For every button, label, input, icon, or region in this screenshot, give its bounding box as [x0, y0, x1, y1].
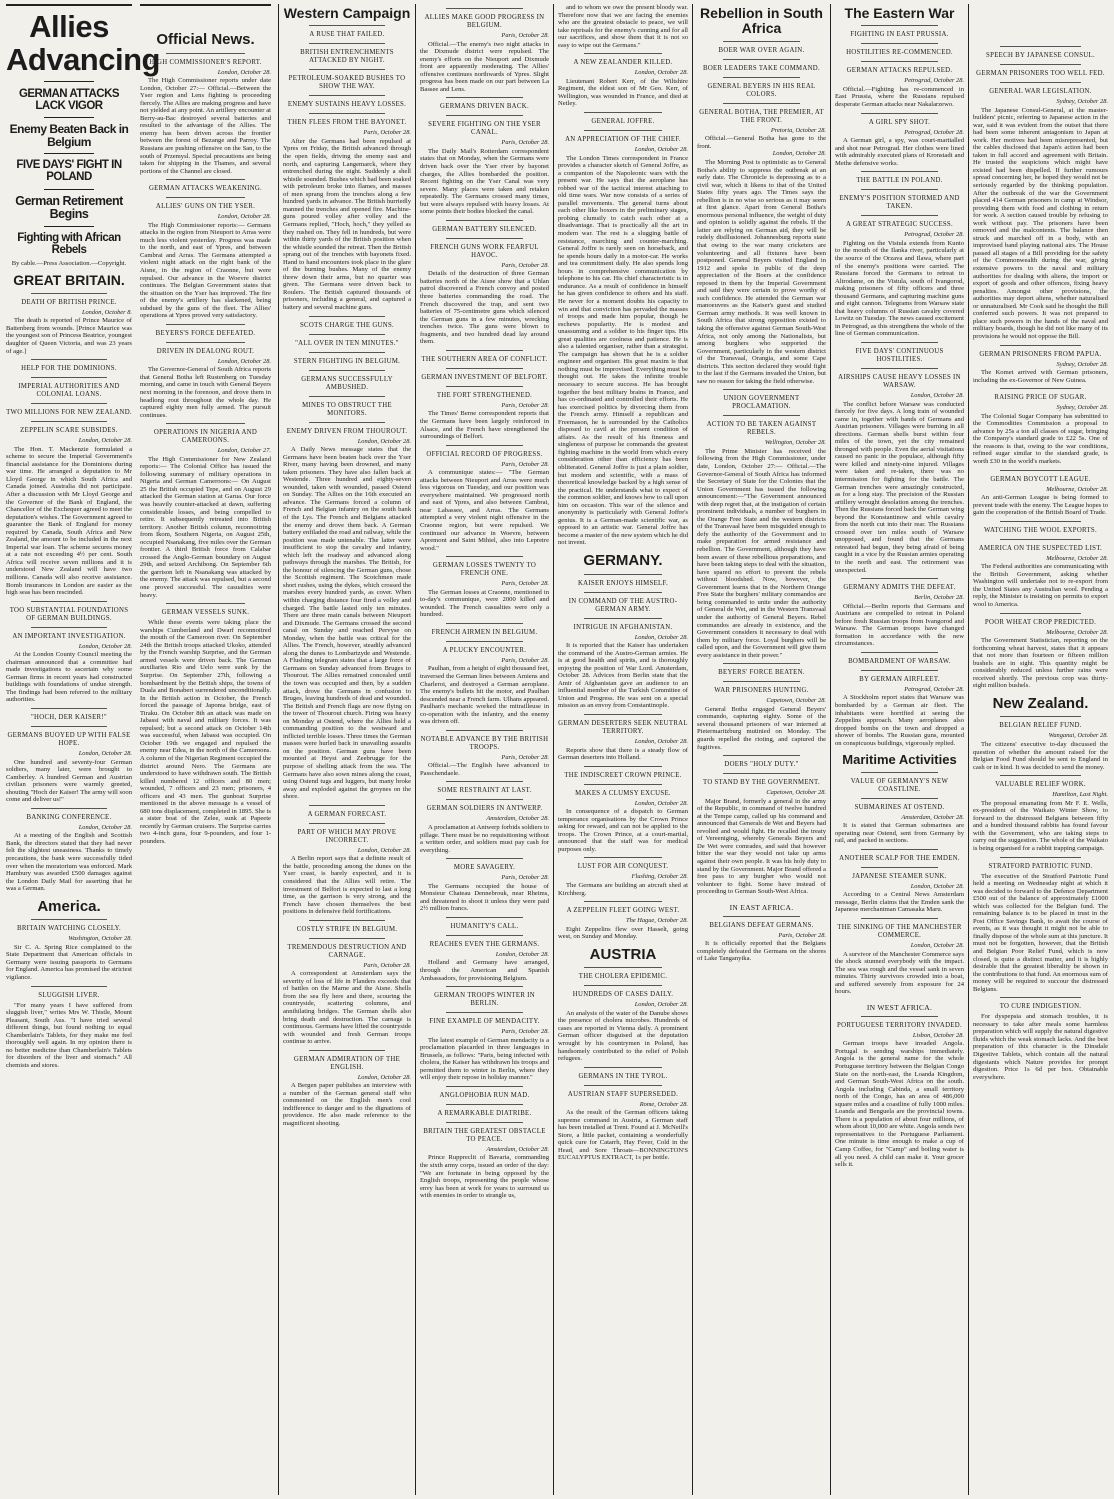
article-body: The Hon. T. Mackenzie formulated a scheme to secure the Imperial Government's financial assistance for the Dominions during war time. He arranged a deputation to Mr Lloyd George in which South Africa and Canada joined. Australia did not participate. After a discussion with Mr Lloyd George and the Governor of the Bank of England, the Chancellor of the Exchequer agreed to meet the deputation's wishes. The Government agreed to guarantee the Bank of England for money required by Canada, South Africa and New Zealand, the amount to be included in the next Imperial war loan. The scheme secures money at a rate not exceeding 4½ per cent. South Africa will receive seven millions and it is understood New Zealand will have two millions. Canada will also receive assistance. Bomb insurances in London are easier as the high seas has been rescinded. — [6, 445, 132, 597]
article-body: The Komet arrived with German prisoners, including the ex-Governor of New Guinea. — [973, 369, 1108, 384]
article-headline: MAKES A CLUMSY EXCUSE. — [575, 789, 671, 797]
column-7 — [835, 4, 964, 1495]
article-dateline: Paris, October 28. — [501, 1028, 549, 1036]
column-4 — [420, 4, 549, 1495]
article-body: In consequence of a dispatch to German temperance organisations by the Crown Prince asking for reward, and can not be applied to the troops. The Crown Prince, at a court-martial, announced that the staff was for medical purposes only. — [558, 808, 688, 853]
column-rule — [553, 4, 554, 1495]
article-headline: ANOTHER SCALP FOR THE EMDEN. — [839, 854, 960, 862]
article-body: Eight Zeppelins flew over Hasselt, going west, on Sunday and Monday. — [558, 925, 688, 941]
column-5-articles — [558, 4, 688, 547]
column-6-articles — [697, 41, 826, 896]
article-body: The Times' Berne correspondent reports that the Germans have been largely reinforced in Alsace, and the French have strengthened the surroundings of Belfort. — [420, 410, 549, 441]
article-headline: BRITISH ENTRENCHMENTS ATTACKED BY NIGHT. — [300, 49, 394, 65]
article-headline: GERMAN SOLDIERS IN ANTWERP. — [426, 805, 543, 813]
article-headline: GERMAN DESERTERS SEEK NEUTRAL TERRITORY. — [558, 719, 688, 735]
article-headline: THE BATTLE IN POLAND. — [856, 177, 943, 185]
column-5-articles-3 — [558, 967, 688, 1162]
article-dateline: London, October 28. — [772, 150, 826, 158]
article-headline: HOSTILITIES RE-COMMENCED. — [846, 49, 953, 57]
article-headline: SUBMARINES AT OSTEND. — [854, 803, 945, 811]
article-headline: FRENCH AIRMEN IN BELGIUM. — [431, 628, 538, 636]
article-dateline: London, October 28. — [910, 882, 964, 890]
article-body: The Federal authorities are communicating with the British Government, asking whether Washington will undertake not to re-export from the United States any Australian wool. Pending a reply, the Minister is insisting on permits to export wool to America. — [973, 563, 1108, 608]
article-headline: IN COMMAND OF THE AUSTRO-GERMAN ARMY. — [568, 597, 678, 613]
article-dateline: Sydney, October 28. — [1056, 404, 1108, 412]
article-headline: ANGLOPHOBIA RUN MAD. — [439, 1091, 530, 1099]
article-headline: ALLIES MAKE GOOD PROGRESS IN BELGIUM. — [424, 14, 545, 29]
article-body: Major Brand, formerly a general in the army of the Republic, in command of twelve hundred at the Tempe camp, called up his command and announced that Generals de Wet and Beyers had revolted and would fight. He recalled the treaty of Vereeniging, whereby Generals Beyers and De Wet were comrades, and said that however bitter the war they would not take up arms against their own people. It was his holy duty to stand by the Government. Major Brand offered a free pass to any burgher who would not volunteer to fight. Some have instead of proceeding to German South-West Africa. — [697, 797, 826, 896]
column-1-articles — [6, 293, 132, 893]
article-headline: UNION GOVERNMENT PROCLAMATION. — [723, 395, 800, 411]
article-body: An analysis of the water of the Danube shows the presence of cholera microbes. Hundreds of cases are reported in Vienna daily. A prominent German officer disguised at the deputation wrought by his countrymen in Poland, has handsomely contributed to the relief of Polish refugees. — [558, 1009, 688, 1063]
article-dateline: Paris, October 28. — [501, 874, 549, 882]
article-dateline: Berlin, October 28. — [914, 594, 964, 602]
headline-4: FIVE DAYS' FIGHT IN POLAND — [16, 159, 122, 184]
article-headline: BELGIAN RELIEF FUND. — [999, 722, 1082, 730]
article-headline: GENERAL WAR LEGISLATION. — [989, 88, 1092, 95]
article-body: The Germans are building an aircraft shed at Kirchberg. — [558, 881, 688, 897]
article-body: and to whom we owe the present bloody war. Therefore now that we are facing the enemies who are the greatest obstacle to peace, we will take reprisals for the enemy's cunning and for all our sacrifices, and show them that it is not so easy to wipe out the Germans." — [558, 4, 688, 49]
article-headline: TO STAND BY THE GOVERNMENT. — [703, 779, 820, 787]
article-dateline: Petrograd, October 28. — [904, 231, 964, 239]
headline-6: Fighting with African Rebels — [17, 231, 121, 256]
article-headline: GERMANS SUCCESSFULLY AMBUSHED. — [301, 375, 393, 391]
article-body: A Berlin report says that a definite result of the battle, proceeding among the dunes on the Yser coast, is barely expected, and it is considered that the Allies will retire. The investment of Belfort is expected to last a long time, as the garrison is very strong, and the French have chosen themselves the best positions in defensive field fortifications. — [283, 855, 411, 916]
article-body: As the result of the German officers taking supreme command in Austria, a German staff has been installed at Trent. Found at J. McNeill's Store, a little packet, containing a wonderfully quick cure for Catarrh, Hay Fever, Cold in the Head, and Sore Throats—BONNINGTON'S EUCALYPTUS EXTRACT, 1s per bottle. — [558, 1109, 688, 1162]
article-headline: VALUE OF GERMANY'S NEW COASTLINE. — [850, 777, 949, 793]
article-body: A communique states:— "The German attacks between Nieuport and Arras were much less vigorous on Tuesday, and our position was everywhere maintained. We progressed north and east of Ypres, and also between Cambrai, near Labassee, and Arras. The Germans attempted a very violent night offensive in the Craonne region, but were repulsed. We continued our advance in Woevre, between Apremont and Saint Mihiel, also into Lepretre wood." — [420, 469, 549, 552]
article-headline: THE SOUTHERN AREA OF CONFLICT. — [421, 355, 548, 363]
column-rule — [415, 4, 416, 1495]
article-headline: PART OF WHICH MAY PROVE INCORRECT. — [297, 828, 397, 844]
article-headline: BOMBARDMENT OF WARSAW. — [848, 657, 951, 665]
section-eastern-war: The Eastern War — [844, 5, 955, 21]
article-body: A correspondent at Amsterdam says the severity of loss of life in Flanders exceeds that of battles on the Marne and the Aisne. Shells from the sea fly here and there, scouring the countryside, scattering columns, and annihilating bridges. The German shells also bring death and destruction. The carnage is continuous. Germans have lifted the countryside with wounded and fresh German troops continue to arrive. — [283, 970, 411, 1046]
article-dateline: Wellington, October 28. — [764, 439, 826, 447]
article-dateline: London, October 28. — [78, 437, 132, 445]
article-headline: A GREAT STRATEGIC SUCCESS. — [845, 221, 953, 229]
article-body: The citizens' executive to-day discussed the question of whether the amount raised for the Belgian Food Fund should be sent to England in cash or in kind. It was decided to send the money. — [973, 740, 1108, 771]
article-body: Official.—The English have advanced to Passchendaele. — [420, 762, 549, 777]
article-headline: AN APPRECIATION OF THE CHIEF. — [565, 136, 681, 144]
article-headline: SCOTS CHARGE THE GUNS. — [299, 321, 395, 329]
byline: By cable.—Press Association.—Copyright. — [11, 259, 127, 267]
article-dateline: London, October 28. — [78, 642, 132, 650]
column-7-articles-3 — [835, 1016, 964, 1169]
article-dateline: London, October 28. — [910, 941, 964, 949]
article-dateline: Paris, October 28. — [778, 931, 826, 939]
article-headline: DRIVEN IN DEALONG ROUT. — [156, 347, 255, 355]
article-headline: LUST FOR AIR CONQUEST. — [577, 863, 669, 871]
article-dateline: Melbourne, October 28. — [1046, 554, 1108, 562]
article-headline: BEYERS' FORCE BEATEN. — [718, 669, 805, 677]
article-headline: TO CURE INDIGESTION. — [999, 1003, 1082, 1011]
article-dateline: London, October 28. — [634, 799, 688, 807]
article-headline: GERMANS DRIVEN BACK. — [440, 103, 529, 111]
column-6 — [697, 4, 826, 1495]
article-headline: SOME RESTRAINT AT LAST. — [437, 787, 532, 795]
section-america: America. — [37, 897, 101, 915]
section-rebellion-south-africa: Rebellion in South Africa — [700, 5, 823, 37]
article-body: The High Commissioner reports:— Germans attacks in the region from Nieuport to Arras were much less violent yesterday. Progress was made to the north, and east of Ypres, and between Cambrai and Arras. The Germans attempted a violent night attack on the right bank of the Aisne, in the region of Craonne, but were repulsed. Our advance in the Woevre district continues. The Belgian Government states that the situation on the Yser has improved. The fire of the enemy's artillery has slackened, being subdued by the guns of the fleet. The Allies' operations at Ypres proved very satisfactory. — [140, 221, 271, 320]
article-headline: BEYERS'S FORCE DEFEATED. — [155, 329, 256, 337]
article-headline: GERMAN ADMIRATION OF THE ENGLISH. — [293, 1055, 401, 1071]
article-headline: OFFICIAL RECORD OF PROGRESS. — [426, 450, 543, 458]
article-headline: A RUSE THAT FAILED. — [309, 31, 385, 39]
article-headline: SPEECH BY JAPANESE CONSUL. — [986, 52, 1095, 59]
column-8-articles-2 — [973, 716, 1108, 1081]
article-body: Fighting on the Vistula extends from Kunto to the mouth of the Ilanka river, particularly at the source of the Orzava and Ilawa, where part of the enemy's positions were carried. The Russians forced the Germans to retreat to Altrodame, on the Vistula, south of Ivangorod, making prisoners of fifty officers and three thousand Germans, and capturing machine guns and eight cannon. Telegrams from Warsaw state that heavy columns of Russian cavalry covered Lowitz on Tuesday. The news caused excitement in Petrograd, as this strengthens the whole of the line of German communication. — [835, 239, 964, 338]
article-headline: VALUABLE RELIEF WORK. — [995, 781, 1086, 789]
column-7-articles-2 — [835, 772, 964, 996]
article-headline: IMPERIAL AUTHORITIES AND COLONIAL LOANS. — [18, 383, 120, 399]
article-body: The latest example of German mendacity is a proclamation placarded in three languages in Brussels, as follows: "Paris, being infected with cholera, the Kaiser has withdrawn his troops and permitted them to winter in Berlin, where they will enjoy their repose in holiday manner." — [420, 1036, 549, 1082]
article-dateline: The Hague, October 28. — [626, 917, 688, 925]
article-headline: ENEMY SUSTAINS HEAVY LOSSES. — [287, 101, 407, 109]
article-dateline: Melbourne, October 28. — [1046, 485, 1108, 493]
section-maritime-activities: Maritime Activities — [842, 752, 957, 768]
article-body: It is reported that the Kaiser has undertaken the command of the Austro-German armies. He is at good health and spirits, and is thoroughly enjoying the position of War Lord. Amsterdam, October 28. Advices from Berlin state that the Amir of Afghanistan gave an audience to an influential member of the Turkish Committee of Union and Progress. He was sent on a special mission as an envoy from Constantinople. — [558, 642, 688, 710]
article-dateline: Rome, October 28. — [639, 1100, 688, 1108]
article-body: The proposal emanating from Mr F. E. Wells, ex-president of the Waikato Winter Show, to forward to the distressed Belgians between fifty and a hundred thousand rabbits has found favour with the Government, who are taking steps to carry out the suggestion. The whole of the Waikato is being organised for a rabbit trapping campaign. — [973, 799, 1108, 852]
column-rule — [830, 4, 831, 1495]
article-body: At the London County Council meeting the chairman announced that a committee had made investigations to ascertain why some German firms in recent years had constructed buildings with foundations of undue strength. The findings had been referred to the military authorities. — [6, 651, 132, 704]
article-dateline: London, October 28. — [78, 749, 132, 757]
article-headline: WAR PRISONERS HUNTING. — [714, 687, 809, 695]
article-headline: JAPANESE STEAMER SUNK. — [852, 872, 947, 880]
article-body: The Japanese Consul-General, at the master-builders' picnic, referring to Japanese action in the war, said it was evident from the outset that there had been some inherent antagonism to Japan at work. Her motives had been misrepresented, but the cables disclosed that Japan's action had been taken in full accord and agreement with Britain. He trusted the suspicions which might have existed had been dispelled. If further rumours spread concerning her, he hoped they would not be seriously regarded by the thinking population. After the outbreak of the war the Government placed 414 German prisoners in camp at Windsor, providing them with food and clothing in return for work. A section caused trouble by refusing to work without pay. The prisoners have been removed and the malcontents. The balance then struck and marched off in a body, with an improvised band playing national airs. The House passed all stages of a Bill providing for the safety of the Commonwealth during the war, giving extensive powers to the naval and military authorities for dealing with aliens, the import or export of goods and other offences, fixing heavy penalties. Amongst other provisions, the authorities may deport aliens, whether naturalised or unnaturalised. Mr Cook said he thought the Bill conferred such powers. It was not prepared to place such powers in the hands of the naval and military boards, though he did not like many of its provisions he would not oppose the Bill. — [973, 106, 1108, 340]
article-headline: KAISER ENJOYS HIMSELF. — [577, 579, 669, 587]
article-headline: GERMAN PRISONERS FROM PAPUA. — [979, 350, 1102, 358]
article-dateline: Wanganui, October 28. — [1048, 732, 1108, 740]
article-headline: GERMAN BOYCOTT LEAGUE. — [990, 475, 1091, 483]
article-headline: BOER LEADERS TAKE COMMAND. — [702, 64, 821, 72]
article-dateline: London, October 28. — [495, 950, 549, 958]
column-1 — [6, 4, 160, 1495]
article-dateline: London, October 27. — [217, 447, 271, 455]
article-headline: A GIRL SPY SHOT. — [868, 118, 931, 126]
article-dateline: Sydney, October 28. — [1056, 98, 1108, 105]
article-dateline: Paris, October 28. — [501, 139, 549, 147]
article-dateline: Paris, October 28. — [501, 460, 549, 468]
section-western-campaign: Western Campaign — [283, 5, 411, 21]
article-dateline: London, October 28. — [217, 68, 271, 76]
article-dateline: Amsterdam, October 28. — [486, 815, 549, 823]
article-headline: REACHES EVEN THE GERMANS. — [429, 940, 540, 948]
article-dateline: Capetown, October 28. — [766, 697, 826, 705]
article-body: The Morning Post is optimistic as to General Botha's ability to suppress the outbreak at an early date. The Chronicle is depressing as to a civil war, which it likens to that of the United States fifty years ago. The Times says the rebellion is in no wise so serious as it may seem at first glance. Apart from General Botha's enormous personal influence, the weight of duty and opinion is solidly against the rebels. If the latter are relying on German aid, they will be rudely disillusioned. Johannesburg reports state that owing to the war many cricketers are volunteering and all fixtures have been postponed. General Beyers visited England in 1912 and spoke in public of the deep appreciation of the Boers at the confidence reposed in them by the Imperial Government and said they were certain to prove worthy of such confidence. He attended the German war manoeuvres as the Kaiser's guest and studied German army methods. It was well known in South Africa that strong opposition existed to taking the offensive against German South-West Africa, not only among the Nationalists, but among burghers who supported the Government, particularly in the western district of the Transvaal, Orangia, and some Cape districts. This section declared they would fight to the last if the Germans invaded the Union, but saw no reason for taking the field otherwise. — [697, 158, 826, 385]
article-headline: ACTION TO BE TAKEN AGAINST REBELS. — [706, 421, 817, 437]
article-dateline: London, October 28. — [217, 213, 271, 221]
article-dateline: Petrograd, October 28. — [904, 685, 964, 693]
article-headline: PORTUGUESE TERRITORY INVADED. — [837, 1021, 962, 1029]
article-body: The London Times correspondent in France provides a character sketch of General Joffre, as a companion of the Napoleonic wars with the present war. He says that the aeroplane has robbed war of the tactical interest attaching to old time wars. War now consists of a series of parallel movements. The general turns about each other like boxers in the preliminary stages, probing clumsily to catch each other at a disadvantage. That is practically all the art in modern war. The rest is a slugging battle of resistance, marching and counter-marching. General Joffre is rarely seen on horseback, and he spends hours daily in a motor-car. He works and tea commitment daily. He also spends long hours in comprehensive communication by telephone to his car. His chief characteristic is in endurance. As a result of confidence in himself he has given confidence to others and his staff. He never for a moment doubts his capacity to win and that conviction has pervaded the masses of troops and made him popular, though he eschews popularity. He is modest and unassuming and a soldier to his finger tips. His great qualities are coolness and patience. He is also a talented organiser, rather than a strategist. The campaign has shown that he is a soldier engineer and organiser. His great maxim is that nothing must be improvised. Everything must be thought out. He takes the infinite trouble necessary to secure success. He has brought together the best military brains in France, and has co-ordinated and controlled their efforts. He has exercised politics by divorcing them from the French army. Himself a republican and Freemason, he is surrounded by the Catholics disposed to cavil at the present condition of affairs. As the result of his fineness and singleness of purpose he commands the greatest fighting machine in the world from which every consideration other than efficiency has been obliterated. General Joffre is just a plain soldier, but modern and scientific, with a mass of theoretical knowledge backed by a high sense of the practical. He understands what to expect of the common soldier, and knows how to call upon him on occasion. This war of the silence and anonymity is particularly with General Joffre's genius. It is a German-made scientific war, as opposed to an artistic war. General Joffre has become a master of the new system which he did not invent. — [558, 154, 688, 547]
article-body: It is stated that German submarines are operating near Ostend, sent from Germany by rail, and packed in sections. — [835, 822, 964, 845]
article-dateline: London, October 28. — [634, 146, 688, 154]
article-headline: GERMAN PRISONERS TOO WELL FED. — [976, 70, 1105, 77]
article-dateline: Amsterdam, October 28. — [901, 813, 964, 821]
article-dateline: Lisbon, October 28. — [912, 1031, 964, 1039]
article-dateline: Capetown, October 28. — [766, 789, 826, 797]
article-body: Details of the destruction of three German batteries north of the Aisne show that a Uhlan patrol discovered a French convoy and posted three batteries commanding the road. The French discovered the trap, and sent two batteries of 75-centimetre guns which silenced the German guns in a few minutes, wrecking trenches twice. The guns were blown to fragments, and two hundred dead lay around them. — [420, 270, 549, 346]
article-dateline: Pretoria, October 28. — [770, 126, 826, 134]
article-headline: SEVERE FIGHTING ON THE YSER CANAL. — [428, 121, 541, 137]
section-great-britain: GREAT BRITAIN. — [13, 272, 125, 289]
article-headline: GERMAN VESSELS SUNK. — [161, 609, 250, 617]
article-body: The Colonial Sugar Company has submitted to the Commodities Commission a proposal to advance by 25s a ton all classes of sugar, bringing the Company's standard grade to £22 5s. One of the reasons is that, owing to the war conditions, refined sugar similar to the standard grade, is worth £30 in the world's markets. — [973, 412, 1108, 465]
article-body: Paulhan, from a height of eight thousand feet, traversed the German lines between Amiens and Charleroi, and destroyed a German aeroplane. The enemy's bullets hit the motor, and Paulhan descended near a French farm. Ulhans appeared. Paulhan's mechanic worked the mitrailleuse in co-operation with the infantry, and the enemy was driven off. — [420, 665, 549, 726]
section-east-africa: IN EAST AFRICA. — [729, 902, 794, 912]
column-5-articles-2 — [558, 574, 688, 941]
article-dateline: Paris, October 28. — [501, 401, 549, 409]
article-headline: GERMAN TROOPS WINTER IN BERLIN. — [434, 992, 535, 1008]
article-headline: BRITAIN WATCHING CLOSELY. — [16, 925, 121, 933]
article-headline: ALLIES' GUNS ON THE YSER. — [155, 203, 256, 211]
article-headline: "ALL OVER IN TEN MINUTES." — [295, 339, 399, 347]
article-body: A proclamation at Antwerp forbids soldiers to pillage. There must be no requisitioning without a written order, and soldiers must pay cash for everything. — [420, 824, 549, 854]
article-dateline: London, October 28. — [634, 633, 688, 641]
article-headline: FIGHTING IN EAST PRUSSIA. — [850, 31, 949, 39]
article-headline: ZEPPELIN SCARE SUBSIDES. — [20, 427, 118, 435]
article-dateline: Melbourne, October 28. — [1046, 628, 1108, 636]
article-headline: DEATH OF BRITISH PRINCE. — [21, 298, 117, 306]
article-body: The executive of the Stratford Patriotic Fund held a meeting on Wednesday night at which it was decided to forward to the Defence Department £500 out of the balance of approximately £1000 which was collected for the Belgian fund. The remaining balance is to be placed in trust in the Post Office Savings Bank, to await the course of events, as it was thought it might not be able to finally dispose of the whole sum at this juncture. It must not be forgotten, however, that the British and Belgian Poor Relief Fund, which is now closed, is quite a distinct matter, and it is highly desirable that the greatest liberality be shown in the contributions to that fund. An enormous sum of money will be required to succour the distressed Belgians. — [973, 872, 1108, 993]
article-headline: SLUGGISH LIVER. — [38, 991, 100, 999]
column-rule — [692, 4, 693, 1495]
article-body: The Prime Minister has received the following from the High Commissioner, under date, London, October 27:— Official.—The Governor-General of South Africa has informed the Secretary of State for the Colonies that the Union Government has issued the following announcement:—"The Government announced with deep regret that, at the instigation of certain prominent individuals, a number of burghers in the Orange Free State and the western districts of the Transvaal have been misguided enough to defy the authority of the Government and to make preparation for armed resistance and rebellion. The Government, although they have been aware of these rebellious preparations, and have been taking steps to deal with the situation, have spared no effort to prevent the rebels without bloodshed. Now, however, the Government learns that in the Northern Orange Free State the burghers' military commandos are being commanded to unite under the authority of General de Wet, and in the Western Transvaal under the authority of General Beyers. Rebel commandos are already in existence, and the Government considers it necessary to deal with them by military force. Loyal burghers will be called upon, and the Government will give them every assistance in their power." — [697, 447, 826, 659]
article-body: It is officially reported that the Belgians completely defeated the Germans on the shores of Lake Tanganyika. — [697, 940, 826, 963]
article-headline: AUSTRIAN STAFF SUPERSEDED. — [567, 1090, 679, 1098]
article-headline: BRITAIN THE GREATEST OBSTACLE TO PEACE. — [423, 1127, 546, 1143]
article-headline: STERN FIGHTING IN BELGIUM. — [293, 357, 401, 365]
article-dateline: Petrograd, October 28. — [904, 77, 964, 85]
article-dateline: Sydney, October 28. — [1056, 360, 1108, 368]
headline-3: Enemy Beaten Back in Belgium — [9, 122, 129, 149]
article-headline: MORE SAVAGERY. — [453, 864, 516, 872]
article-dateline: Amsterdam, October 28. — [486, 1145, 549, 1153]
article-headline: THE CHOLERA EPIDEMIC. — [578, 973, 668, 981]
article-headline: GENERAL JOFFRE. — [591, 118, 655, 126]
article-headline: GERMAN INVESTMENT OF BELFORT. — [421, 373, 548, 381]
article-dateline: Petrograd, October 28. — [904, 128, 964, 136]
column-5 — [558, 4, 688, 1495]
article-headline: POOR WHEAT CROP PREDICTED. — [984, 618, 1097, 626]
column-3 — [283, 4, 411, 1495]
column-rule — [278, 4, 279, 1495]
article-body: Lieutenant Robert Kerr, of the Wiltshire Regiment, the eldest son of Mr Geo. Kerr, of Wellington, was wounded in France, and died at Netley. — [558, 77, 688, 108]
article-headline: THE INDISCREET CROWN PRINCE. — [564, 771, 682, 779]
article-body: A Bergen paper publishes an interview with a number of the German general staff who commented on the English men's cool indifference to danger and to the dignations of providence. He also made reference to the magnificent shooting. — [283, 1082, 411, 1127]
article-headline: WATCHING THE WOOL EXPORTS. — [984, 526, 1097, 534]
headline-main: Allies Advancing — [6, 9, 160, 77]
section-west-africa: IN WEST AFRICA. — [866, 1002, 933, 1012]
article-dateline: London, October 8. — [81, 308, 132, 316]
article-body: The High Commissioner for New Zealand reports:— The Colonial Office has issued the following summary of military operations in Nigeria and German Cameroons:— On August 25 the British occupied Tepe, and on August 29 attacked the German station at Garua. Our force was heavily counter-attacked at dawn, suffering considerable losses, and being compelled to retire. It subsequently retreated into British territory. Another British column, reconnoitring from Ikom, Southern Nigeria, on August 25th, occupied Nsanakang, five miles over the German frontier. A third British force from Calabar crossed the Anglo-German boundary on August 29th, and seized Archibong. On September 6th the garrison left in Nsanakang was attacked by the enemy. The attack was repulsed, but a second one proved successful. The casualties were heavy. — [140, 455, 271, 599]
article-headline: BOER WAR OVER AGAIN. — [718, 46, 805, 54]
article-headline: INTRIGUE IN AFGHANISTAN. — [573, 623, 673, 631]
article-dateline: London, October 28. — [78, 823, 132, 831]
article-body: The Government Statistician, reporting on the forthcoming wheat harvest, states that it appears that not more than fourteen or fifteen million bushels are in sight. This quantity might be considerably reduced unless further rains were received shortly. The previous crop was thirty-eight million bushels. — [973, 637, 1108, 690]
headline-5: German Retirement Begins — [15, 193, 123, 221]
article-headline: FINE EXAMPLE OF MENDACITY. — [429, 1018, 540, 1026]
article-headline: HIGH COMMISSIONER'S REPORT. — [149, 58, 262, 66]
article-dateline: Paris, October 28. — [501, 261, 549, 269]
article-body: Holland and Germany have arranged, through the American and Spanish Ambassadors, for provisioning Belgium. — [420, 959, 549, 982]
article-headline: BANKING CONFERENCE. — [26, 813, 112, 821]
article-headline: THE SINKING OF THE MANCHESTER COMMERCE. — [837, 923, 962, 939]
article-dateline: London, October 28. — [634, 737, 688, 745]
article-dateline: London, October 28. — [910, 391, 964, 399]
article-dateline: Paris, October 28. — [501, 580, 549, 588]
article-headline: ENEMY'S POSITION STORMED AND TAKEN. — [839, 195, 960, 211]
section-germany: GERMANY. — [583, 552, 663, 569]
article-headline: DOERS "HOLY DUTY." — [724, 761, 799, 769]
article-body: Official.—General Botha has gone to the front. — [697, 135, 826, 150]
article-dateline: Hamilton, Last Night. — [1052, 791, 1108, 799]
article-headline: AMERICA ON THE SUSPECTED LIST. — [978, 544, 1103, 552]
article-headline: PETROLEUM-SOAKED BUSHES TO SHOW THE WAY. — [288, 75, 406, 91]
article-body: A Daily News message states that the Germans have been beaten back over the Yser River, many having been drowned, and many taken prisoners. They have also fallen back at Westende. Three hundred and eighty-seven wounded, taken with wounded, passed Ostend on Sunday. The Allies on the 16th executed an advance. The Germans forced a column of French and Belgian infantry on the south bank of the Lys. The French and Belgians attacked the enemy and drove them back. A German battery enfiladed the road and railway, while the position was made untenable. The latter were insufficient to stop the cavalry and infantry, which left the roadway and advanced along pathways through the marshes. The British, for the honour of silencing the German guns, chose the Scottish regiment. The Scotchmen made short rushes, using the dykes, which crossed the marshes every hundred yards, as cover. When within charging distance four fired a volley and charged. The battle lasted only ten minutes. There are three main canals between Nieuport and Dixmude. The Germans crossed the second canal on Sunday and reached Pervyse on Monday, when the battle was critical for the Allies. The French, however, steadily advanced along the dunes to Lombartzyde and Westende. A Flushing telegram states that a large force of Germans on Sunday advanced from Bruges to Thourout. The Allies remained concealed until the town was occupied and then, by a sudden attack, drove the Germans in confusion to Bruges, leaving hundreds of dead and wounded. The British and French flags are now flying on the tower of Thourout church. Firing was heavy on Monday at Ostend, where the Allies held a commanding position to the westward and inflicted terrible losses. Three times the German masses were hurled back in unavailing assaults on the position. German guns have been mounted at Heyst and Zeebrugge for the purpose of shelling attack from the sea. The Germans have also sown mines along the coast, using Ostend tugs and luggers, but many broke away and exploded against the groynes on the shore. — [283, 446, 411, 801]
article-body: The Governor-General of South Africa reports that General Botha left Rustenberg on Tuesday morning, and came in touch with General Beyers next morning in the forenoon, and drove them in headlong rout throughout the whole day. He captured eighty men fully armed. The pursuit continues. — [140, 366, 271, 419]
article-headline: GERMAN ATTACKS REPULSED. — [846, 67, 953, 75]
article-dateline: London, October 28. — [217, 357, 271, 365]
article-body: While these events were taking place the warships Cumberland and Dwarf reconnoitred the mouth of the Cameroon river. On September 24th the British troops attacked Ukoko, attended by the French warship Surprise, and the German armed vessels were driven back. The German auxiliaries Rio and Uelo were sunk by the Surprise. On September 27th, following a bombardment by the British ships, the towns of Duala and Bonaberi surrendered unconditionally. In the British action in October, the French forced the passage of Japoma bridge, east of Tiraku. On October 8th an attack was made on Jabassi with naval and military forces. It was repulsed; but a second attack on October 14th was successful, when Jabassi was occupied. On October 19th we engaged and repulsed the enemy near Edea, in the north of the Cameroons. A column of the Nigerian Regiment occupied the district around Nero. The Germans are understood to have withdrawn south. The British killed numbered 12 officers and 80 men; wounded, 7 officers and 23 men; prisoners, 4 officers and 43 men. The gunboat Surprise mentioned in the above message is a vessel of 680 tons displacement, completed in 1895. She is a sister boat of the Zelee, sunk at Papeete recently by German cruisers. The Surprise carries two 4-inch guns, four 9-pounders, and four 1-pounders. — [140, 619, 271, 845]
article-body: For dyspepsia and stomach troubles, it is necessary to take after meals some harmless preparation which will supply the natural digestive fluids which the weak stomach lacks. And the best preparation of this character is the Dinsdale Digestive Tablets, which contain all the natural digestants which Nature provides for prompt digestion. Price 1s 6d per box. Obtainable everywhere. — [973, 1013, 1108, 1081]
article-headline: THEN FLEES FROM THE BAYONET. — [287, 119, 407, 127]
article-headline: GERMANS BUOYED UP WITH FALSE HOPE. — [7, 731, 131, 747]
article-body: Sir C. A. Spring Rice complained to the State Department that American officials in Germany were issuing passports to Germans for England. America has promised the strictest vigilance. — [6, 943, 132, 981]
article-body: Official.—The enemy's two night attacks in the Dixmude district were repulsed. The enemy's efforts on the Nieuport and Dixmude front are apparently moderating. The Allies' offensive continues northwards of Ypres. Slight progress has been made on our part between La Bassee and Lens. — [420, 40, 549, 93]
article-body: Official.—Fighting has re-commenced in East Prussia, where the Russians repulsed desperate German attacks near Nakalarzewo. — [835, 85, 964, 109]
article-dateline: Paris, October 28. — [363, 129, 411, 137]
article-headline: TWO MILLIONS FOR NEW ZEALAND. — [6, 409, 132, 417]
article-headline: COSTLY STRIFE IN BELGIUM. — [296, 925, 398, 933]
article-body: A Stockholm report states that Warsaw was bombarded by a German air fleet. The inhabitants were horrified at seeing the Zeppelins approach. Many aeroplanes also dropped bombs on the town and dropped a shower of bombs. The Russian guns, mounted on conspicuous buildings, vigorously replied. — [835, 694, 964, 747]
column-8 — [973, 4, 1108, 1495]
article-headline: A GERMAN FORECAST. — [307, 810, 387, 818]
article-headline: NOTABLE ADVANCE BY THE BRITISH TROOPS. — [420, 735, 549, 751]
column-2-articles — [140, 53, 271, 846]
article-body: At a meeting of the English and Scottish Bank, the directors stated that they had never felt the slightest uneasiness. Thanks to timely precautions, the bank were successfully tided over when the moratorium was enforced. Mark Hambury was awarded £500 damages against the London Daily Mail for asserting that he was a German. — [6, 832, 132, 893]
article-dateline: London, October 28. — [357, 846, 411, 854]
article-headline: OPERATIONS IN NIGERIA AND CAMEROONS. — [153, 429, 258, 445]
article-headline: RAISING PRICE OF SUGAR. — [994, 394, 1087, 402]
article-headline: BELGIANS DEFEAT GERMANS. — [709, 921, 814, 929]
article-body: According to a Central News Amsterdam message, Berlin claims that the Emden sank the Japanese merchantman Camasaka Maru. — [835, 891, 964, 914]
article-body: Prince Ruppreclit of Bavaria, commanding the sixth army corps, issued an order of the day: "We are fortunate in being opposed by the English troops, representing the people whose envy has been at work for years to surround us with enemies in order to strangle us, — [420, 1154, 549, 1200]
article-body: Reports show that there is a steady flow of German deserters into Holland. — [558, 746, 688, 762]
article-body: One hundred and seventy-four German soldiers, many later, were brought to Camberley. A hundred German and Austrian civilian prisoners were warmly greeted, shouting "Hoch der Kaiser! The army will soon come and deliver us!" — [6, 758, 132, 804]
column-rule — [968, 4, 969, 1495]
article-body: The German losses at Craonne, mentioned in to-day's communique, were 2000 killed and wounded. The French casualties were only a hundred. — [420, 588, 549, 619]
article-body: An anti-German League is being formed to prevent trade with the enemy. The League hopes to gain the cooperation of the British Board of Trade. — [973, 494, 1108, 517]
article-dateline: Paris, October 28. — [501, 32, 549, 39]
article-headline: MINES TO OBSTRUCT THE MONITORS. — [302, 401, 392, 417]
article-headline: HUNDREDS OF CASES DAILY. — [572, 991, 674, 999]
article-body: "For many years I have suffered from sluggish liver," writes Mrs W. Thistle, Mount Pleasant, South Aus. "I have tried several different things, but found nothing to equal Chamberlain's Tablets, for they make me feel thoroughly well again. In my opinion there is no better medicine than Chamberlain's Tablets for disorders of the liver and stomach." All chemists and stores. — [6, 1001, 132, 1069]
article-headline: GERMANY ADMITS THE DEFEAT. — [843, 584, 956, 592]
column-6-articles-2 — [697, 916, 826, 963]
article-headline: GENERAL BEYERS IN HIS REAL COLORS. — [707, 82, 816, 98]
headline-2: GERMAN ATTACKS LACK VIGOR — [18, 88, 120, 113]
section-official-news: Official News. — [156, 31, 255, 48]
article-headline: HELP FOR THE DOMINIONS. — [21, 365, 117, 373]
article-dateline: London, October 28. — [634, 69, 688, 77]
article-body: The Daily Mail's Rotterdam correspondent states that on Monday, when the Germans were driven back over the Yser river by bayonet charges, the Allies bombarded the position. Recent fighting on the Yser Canal was very severe. Many places were taken and retaken repeatedly. The Germans crossed many times, but were always repulsed with heavy losses. At some points their bodies blocked the canal. — [420, 147, 549, 216]
article-headline: GERMAN LOSSES TWENTY TO FRENCH ONE. — [432, 562, 537, 578]
article-headline: A NEW ZEALANDER KILLED. — [573, 59, 673, 67]
article-headline: A PLUCKY ENCOUNTER. — [442, 646, 527, 654]
article-headline: FRENCH GUNS WORK FEARFUL HAVOC. — [430, 243, 539, 259]
article-headline: GENERAL BOTHA, THE PREMIER, AT THE FRONT. — [699, 108, 824, 124]
article-dateline: Paris, October 28. — [501, 656, 549, 664]
article-body: The conflict before Warsaw was conducted fiercely for five days. A long train of wounded came in, together with bands of Germans and Austrian prisoners. Villages were burning in all directions. German shells burst within four miles of the town, yet the city remained thronged with people. Even the aerial visitations caused no panic in the populace, although fifty were killed and ninety-nine injured. Villages were taken and re-taken, there was no intermission for fighting for the battle. The German trenches were amazingly constructed, as for a long stay. The precision of the Russian artillery wrought desolation among the trenches. Then the Russians forced back the German wing beyond the Konstantinow and while cavalry from the north cut into their rear. The Russians crossed over ten miles south of Warsaw unopposed, and found that the Germans retreated had begun, they being afraid of being caught in a vice by the Russian armies operating to the north and east. The retirement was unexpected. — [835, 400, 964, 574]
article-headline: AIRSHIPS CAUSE HEAVY LOSSES IN WARSAW. — [838, 373, 961, 389]
article-headline: TREMENDOUS DESTRUCTION AND CARNAGE. — [287, 943, 407, 959]
article-headline: TOO SUBSTANTIAL FOUNDATIONS OF GERMAN BUILDINGS. — [9, 606, 129, 622]
section-austria: AUSTRIA — [589, 945, 657, 963]
article-headline: AN IMPORTANT INVESTIGATION. — [12, 632, 126, 640]
article-headline: THE FORT STRENGTHENED. — [436, 391, 533, 399]
section-new-zealand: New Zealand. — [992, 694, 1089, 712]
column-7-articles — [835, 25, 964, 747]
column-4-articles — [420, 8, 549, 1200]
article-headline: BY GERMAN AIRFLEET. — [859, 675, 940, 683]
article-headline: A REMARKABLE DIATRIBE. — [437, 1109, 532, 1117]
article-dateline: London, October 28. — [634, 1001, 688, 1009]
article-dateline: Washington, October 28. — [68, 935, 132, 943]
article-headline: ENEMY DRIVEN FROM THOUROUT. — [286, 427, 408, 435]
article-body: The Germans occupied the house of Monsieur Chateau Dennebrouk, near Rheims, and threatened to shoot it unless they were paid 2½ million francs. — [420, 882, 549, 913]
article-body: The High Commissioner reports under date London, October 27:— Official.—Between the Yser region and Lens fighting is proceeding fiercely. The Allies are making progress and have not yielded at any point. An artillery encounter at Berry-au-Bac destroyed several batteries and resulted to the advantage of the Allies. The enemy has been driven across the frontier between the forest of Bezange and Parroy. The Russians are pushing offensive on the San, to the south of Przemysl. Special precautions are being taken for shipping in the Thames, and several portions of the Channel are closed. — [140, 77, 271, 175]
article-headline: GERMAN ATTACKS WEAKENING. — [148, 185, 263, 193]
article-dateline: London, October 28. — [357, 437, 411, 445]
article-dateline: Paris, October 28. — [363, 961, 411, 969]
article-body: General Botha engaged General Beyers' commando, capturing eighty. Some of the several thousand prisoners of war interned at Pietermaritzburg mutinied on Monday. The guards repelled the rioting, and captured the fugitives. — [697, 705, 826, 751]
article-body: A survivor of the Manchester Commerce says the shock stunned everybody with the impact. The sea was rough and the vessel sank in seven minutes. Thirty survivors crowded into a boat, and suffered severely from exposure for 24 hours. — [835, 950, 964, 996]
column-3-articles — [283, 25, 411, 1127]
article-body: A German girl, a spy, was court-martialled and shot near Petrograd. Her clothes were lined with admirably executed plans of Kronstadt and Methe defensive works. — [835, 137, 964, 167]
article-headline: "HOCH, DER KAISER!" — [30, 713, 107, 721]
article-headline: GERMAN BATTERY SILENCED. — [432, 225, 537, 233]
column-1-articles-2 — [6, 919, 132, 1069]
article-body: German troops have invaded Angola. Portugal is sending warships immediately. Angola is the general name for the whole Portuguese territory between the Belgian Congo State on the north-east, the Loanda Kingdom, and German South-West Africa on the south. Angola including Cabinda, a small territory north of the Congo, has an area of 486,000 square miles and a coastline of fully 1000 miles. Loanda and Benguela are the provincial towns. There is a population of about four millions, of whom about 10,000 are white. Angola sends two representatives to the Portuguese Parliament. One minute is time enough to make a cup of Camp Coffee, for "Camp" and boiling water is all you need. A child can make it. Your grocer sells it. — [835, 1040, 964, 1169]
article-body: The death is reported of Prince Maurice of Battenberg from wounds. [Prince Maurice was the youngest son of Princess Beatrice, youngest daughter of Queen Victoria, and was 23 years of age.] — [6, 317, 132, 355]
article-headline: FIVE DAYS' CONTINUOUS HOSTILITIES. — [855, 347, 944, 363]
article-body: Official.—Berlin reports that Germans and Austrians are compelled to retreat in Poland before fresh Russian troops from Ivangorod and Warsaw. The German troops have changed formation in accordance with the new circumstances. — [835, 602, 964, 648]
article-body: After the Germans had been repulsed at Ypres on Friday, the British advanced through the open fields, driving the enemy east and north, and capturing Langemarck, where they entrenched during the night. Suddenly a shell whistle sounded. Bushes which had been soaked with petroleum broke into flames, and masses of men sprang from the trenches along a few hundred yards in advance. The British hurriedly manned the trenches and opened fire. Machine-guns poured volley after volley and the Germans replied, "Hoch, hoch," they yelled as they rushed on. They fell in hundreds, but were within thirty yards of the British position when the whistle sounded the retreat. Then the British sprang out of the trenches with bayonets fixed. Hand to hand encounters took place in the glare of the burning bushes. Many of the enemy threw down their arms, but no quarter was given. The Germans were driven back to Roulers. The British captured thousands of prisoners, including a general, and captured a battery and several machine guns. — [283, 137, 412, 311]
column-2 — [140, 4, 271, 1495]
article-dateline: Flushing, October 28. — [631, 873, 688, 881]
column-8-articles — [973, 46, 1108, 690]
article-dateline: Paris, October 28. — [501, 753, 549, 761]
article-headline: HUMANITY'S CALL. — [450, 922, 519, 930]
article-headline: STRATFORD PATRIOTIC FUND. — [988, 862, 1093, 870]
article-dateline: London, October 28. — [357, 1073, 411, 1081]
article-headline: A ZEPPELIN FLEET GOING WEST. — [566, 907, 680, 915]
article-headline: GERMANS IN THE TYROL. — [578, 1072, 668, 1080]
